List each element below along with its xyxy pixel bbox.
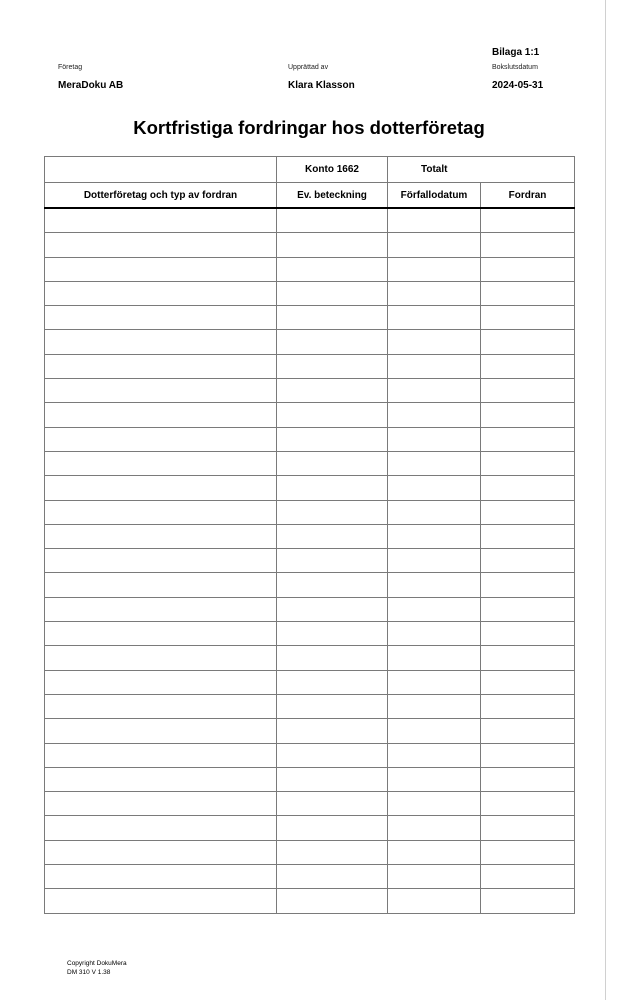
table-cell[interactable] [277,524,388,548]
table-cell[interactable] [277,257,388,281]
company-label: Företag [58,64,83,71]
table-row [45,646,575,670]
table-row [45,840,575,864]
receivables-table [44,156,575,914]
table-cell[interactable] [388,549,481,573]
table-cell[interactable] [388,670,481,694]
table-cell[interactable] [45,233,277,257]
table-cell[interactable] [388,257,481,281]
table-cell[interactable] [388,719,481,743]
table-cell[interactable] [277,451,388,475]
table-cell[interactable] [277,840,388,864]
table-row [45,743,575,767]
closing-date-value: 2024-05-31 [492,80,544,91]
table-cell[interactable] [277,694,388,718]
table-cell[interactable] [388,379,481,403]
table-cell[interactable] [45,816,277,840]
table-cell[interactable] [277,354,388,378]
table-cell[interactable] [45,622,277,646]
table-cell[interactable] [277,379,388,403]
table-cell[interactable] [481,354,575,378]
table-cell[interactable] [481,646,575,670]
table-cell[interactable] [45,476,277,500]
appendix-label: Bilaga 1:1 [492,47,540,58]
table-cell[interactable] [45,524,277,548]
table-cell[interactable] [481,792,575,816]
total-header-span [481,157,575,183]
table-cell[interactable] [481,233,575,257]
table-cell[interactable] [481,403,575,427]
prepared-by-label: Upprättad av [288,64,329,71]
table-cell[interactable] [388,840,481,864]
table-cell[interactable] [481,524,575,548]
company-value: MeraDoku AB [58,80,124,91]
table-cell[interactable] [277,306,388,330]
footer [67,959,127,977]
table-cell[interactable] [45,889,277,913]
table-cell[interactable] [388,451,481,475]
table-cell[interactable] [481,597,575,621]
table-cell[interactable] [277,889,388,913]
account-header: Konto 1662 [277,157,388,183]
table-cell[interactable] [388,233,481,257]
table-cell[interactable] [277,792,388,816]
table-cell[interactable] [481,330,575,354]
table-cell[interactable] [277,573,388,597]
account-header-row [45,157,575,183]
table-cell[interactable] [277,816,388,840]
table-cell[interactable] [277,281,388,305]
table-row [45,403,575,427]
table-cell[interactable] [45,451,277,475]
table-cell[interactable] [277,233,388,257]
table-cell[interactable] [45,354,277,378]
table-cell[interactable] [481,719,575,743]
table-cell[interactable] [277,743,388,767]
table-cell[interactable] [388,524,481,548]
table-row [45,889,575,913]
table-cell[interactable] [481,208,575,233]
table-row [45,792,575,816]
table-cell[interactable] [388,306,481,330]
table-row [45,354,575,378]
table-cell[interactable] [481,281,575,305]
table-cell[interactable] [388,281,481,305]
table-cell[interactable] [45,379,277,403]
table-cell[interactable] [481,427,575,451]
table-cell[interactable] [481,573,575,597]
table-cell[interactable] [388,208,481,233]
table-cell[interactable] [45,743,277,767]
table-row [45,330,575,354]
table-cell[interactable] [277,330,388,354]
table-cell[interactable] [45,597,277,621]
column-header: Dotterföretag och typ av fordran [45,183,277,209]
table-row [45,208,575,233]
column-header: Ev. beteckning [277,183,388,209]
table-cell[interactable] [277,622,388,646]
table-cell[interactable] [45,840,277,864]
table-cell[interactable] [388,330,481,354]
table-cell[interactable] [481,694,575,718]
page-title: Kortfristiga fordringar hos dotterföretag [133,117,485,138]
table-cell[interactable] [45,403,277,427]
table-row [45,719,575,743]
table-row [45,767,575,791]
table-cell[interactable] [388,743,481,767]
column-header: Förfallodatum [388,183,481,209]
table-cell[interactable] [388,792,481,816]
table-cell[interactable] [277,476,388,500]
table-cell[interactable] [45,719,277,743]
table-row [45,573,575,597]
copyright-text: Copyright DokuMera [67,960,127,967]
column-header: Fordran [481,183,575,209]
table-cell[interactable] [388,889,481,913]
table-cell[interactable] [45,257,277,281]
table-row [45,865,575,889]
table-row [45,306,575,330]
table-cell[interactable] [481,767,575,791]
table-row [45,622,575,646]
table-cell[interactable] [45,427,277,451]
table-row [45,476,575,500]
table-cell[interactable] [277,646,388,670]
closing-date-label: Bokslutsdatum [492,64,538,71]
table-cell[interactable] [481,500,575,524]
table-cell[interactable] [388,694,481,718]
table-cell[interactable] [45,670,277,694]
table-cell[interactable] [277,597,388,621]
table-cell[interactable] [45,573,277,597]
table-cell[interactable] [481,549,575,573]
table-row [45,281,575,305]
table-row [45,379,575,403]
column-header-row [45,183,575,209]
table-cell[interactable] [388,865,481,889]
table-row [45,451,575,475]
table-cell[interactable] [481,743,575,767]
table-row [45,257,575,281]
total-header: Totalt [388,157,481,183]
table-cell[interactable] [388,427,481,451]
table-cell[interactable] [45,306,277,330]
table-row [45,233,575,257]
table-cell[interactable] [277,403,388,427]
table-row [45,524,575,548]
table-cell[interactable] [388,573,481,597]
table-row [45,597,575,621]
table-row [45,670,575,694]
table-cell[interactable] [388,500,481,524]
table-cell[interactable] [45,646,277,670]
table-cell[interactable] [388,476,481,500]
table-cell[interactable] [45,208,277,233]
table-cell[interactable] [481,670,575,694]
table-cell[interactable] [45,500,277,524]
table-cell[interactable] [277,719,388,743]
table-cell[interactable] [45,330,277,354]
table-cell[interactable] [45,549,277,573]
table-cell[interactable] [277,865,388,889]
table-cell[interactable] [388,354,481,378]
table-cell[interactable] [481,379,575,403]
table-row [45,816,575,840]
table-cell[interactable] [388,597,481,621]
table-row [45,694,575,718]
version-text: DM 310 V 1.38 [67,969,111,976]
table-cell[interactable] [481,816,575,840]
table-cell[interactable] [45,792,277,816]
table-row [45,427,575,451]
prepared-by-value: Klara Klasson [288,80,355,91]
table-cell[interactable] [388,403,481,427]
table-cell[interactable] [388,622,481,646]
table-cell[interactable] [45,865,277,889]
table-cell[interactable] [481,840,575,864]
table-cell[interactable] [277,500,388,524]
table-cell[interactable] [277,427,388,451]
table-cell[interactable] [277,767,388,791]
table-cell[interactable] [481,622,575,646]
table-cell[interactable] [481,306,575,330]
table-cell[interactable] [388,646,481,670]
page-edge [605,0,606,1000]
blank-header-cell [45,157,277,183]
table-cell[interactable] [481,889,575,913]
table-cell[interactable] [277,208,388,233]
table-cell[interactable] [45,767,277,791]
table-cell[interactable] [277,670,388,694]
table-row [45,500,575,524]
table-cell[interactable] [388,816,481,840]
table-cell[interactable] [388,767,481,791]
table-cell[interactable] [481,257,575,281]
table-cell[interactable] [45,694,277,718]
table-cell[interactable] [481,451,575,475]
table-cell[interactable] [45,281,277,305]
table-cell[interactable] [277,549,388,573]
table-cell[interactable] [481,865,575,889]
table-cell[interactable] [481,476,575,500]
table-row [45,549,575,573]
